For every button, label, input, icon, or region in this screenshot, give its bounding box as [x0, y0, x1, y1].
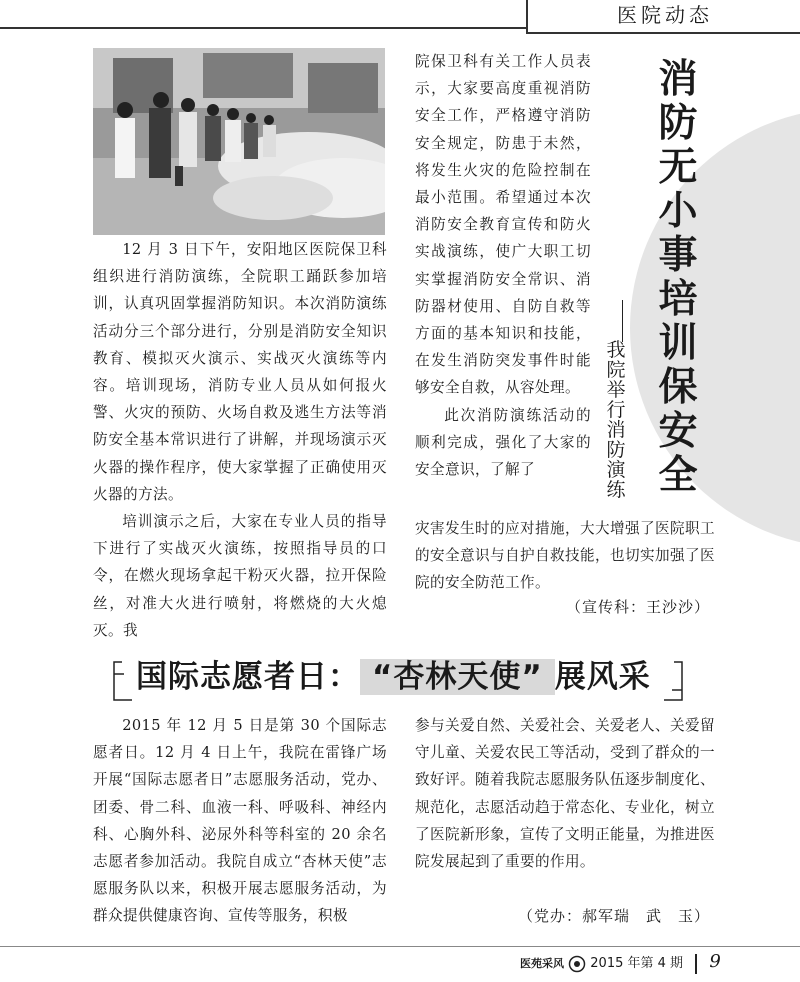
footer-rule [0, 946, 800, 947]
article1-column1 [93, 236, 387, 644]
article1-column2-continued [415, 515, 715, 597]
article1-column2 [415, 48, 591, 483]
article2-title [136, 652, 651, 702]
footer [520, 950, 721, 974]
article1-para1: 12 月 3 日下午，安阳地区医院保卫科组织进行消防演练，全院职工踊跃参加培训，认真巩固掌握消防知识。本次消防演练活动分三个部分进行，分别是消防安全知识教育、模拟灭火演示、实战灭火演练等内容。培训现场，消防专业人员从如何报火警、火灾的预防、火场自救及逃生方法等消防安全基本常识进行了讲解，并现场演示灭火器的操作程序，使大家掌握了正确使用灭火器的方法。 [93, 241, 387, 503]
article2-column1 [93, 712, 387, 930]
article1-para3: 院保卫科有关工作人员表示，大家要高度重视消防安全工作，严格遵守消防安全规定，防患于未然，将发生火灾的危险控制在最小范围。希望通过本次消防安全教育宣传和防火实战演练，使广大职工切实掌握消防安全常识、消防器材使用、自防自救等方面的基本知识和技能，在发生消防突发事件时能够安全自救，从容处理。 [415, 53, 591, 397]
photo-illustration [93, 48, 385, 235]
article1-title: 消防无小事 培训保安全 [658, 57, 698, 498]
page-number: 9 [709, 951, 721, 972]
article1-para4-cont: 灾害发生时的应对措施，大大增强了医院职工的安全意识与自护自救技能，也切实加强了医院的安全防范工作。 [415, 520, 715, 592]
magazine-logo-icon [568, 955, 586, 973]
magazine-name: 医苑采风 [520, 957, 564, 970]
article2-para1-cont: 参与关爱自然、关爱社会、关爱老人、关爱留守儿童、关爱农民工等活动，受到了群众的一致好评。随着我院志愿服务队伍逐步制度化、规范化，志愿活动趋于常态化、专业化，树立了医院新形象，宣传了文明正能量，为推进医院发展起到了重要的作用。 [415, 717, 715, 871]
article2-title-highlight: “杏林天使” [360, 659, 555, 695]
article1-credit: （宣传科：王沙沙） [565, 598, 710, 616]
article2-credit: （党办：郝军瑞 武 玉） [517, 907, 710, 925]
article2-column2 [415, 712, 715, 875]
issue-label: 2015 年第 4 期 [590, 956, 684, 971]
footer-divider [695, 954, 697, 974]
article2-para1: 2015 年 12 月 5 日是第 30 个国际志愿者日。12 月 4 日上午，我院在雷锋广场开展“国际志愿者日”志愿服务活动，党办、团委、骨二科、血液一科、呼吸科、神经内科、心胸外科、泌尿外科等科室的 20 余名志愿者参加活动。我院自成立“杏林天使”志愿服务队以来，积极开展志愿服务活动，为群众提供健康咨询、宣传等服务，积极 [93, 717, 387, 925]
article1-para2: 培训演示之后，大家在专业人员的指导下进行了实战灭火演练，按照指导员的口令，在燃火现场拿起干粉灭火器，拉开保险丝，对准大火进行喷射，将燃烧的大火熄灭。我 [93, 513, 387, 639]
subtitle-dash [622, 300, 623, 342]
fire-drill-photo [93, 48, 385, 235]
header-rule [0, 27, 570, 29]
article1-para4: 此次消防演练活动的顺利完成，强化了大家的安全意识，了解了 [415, 406, 591, 479]
section-tab [526, 0, 800, 34]
article2-title-pre: 国际志愿者日： [136, 659, 360, 695]
article2-title-post: 展风采 [554, 659, 651, 695]
section-title: 医院动态 [617, 3, 713, 27]
article1-subtitle: 我院举行消防演练 [606, 339, 626, 501]
